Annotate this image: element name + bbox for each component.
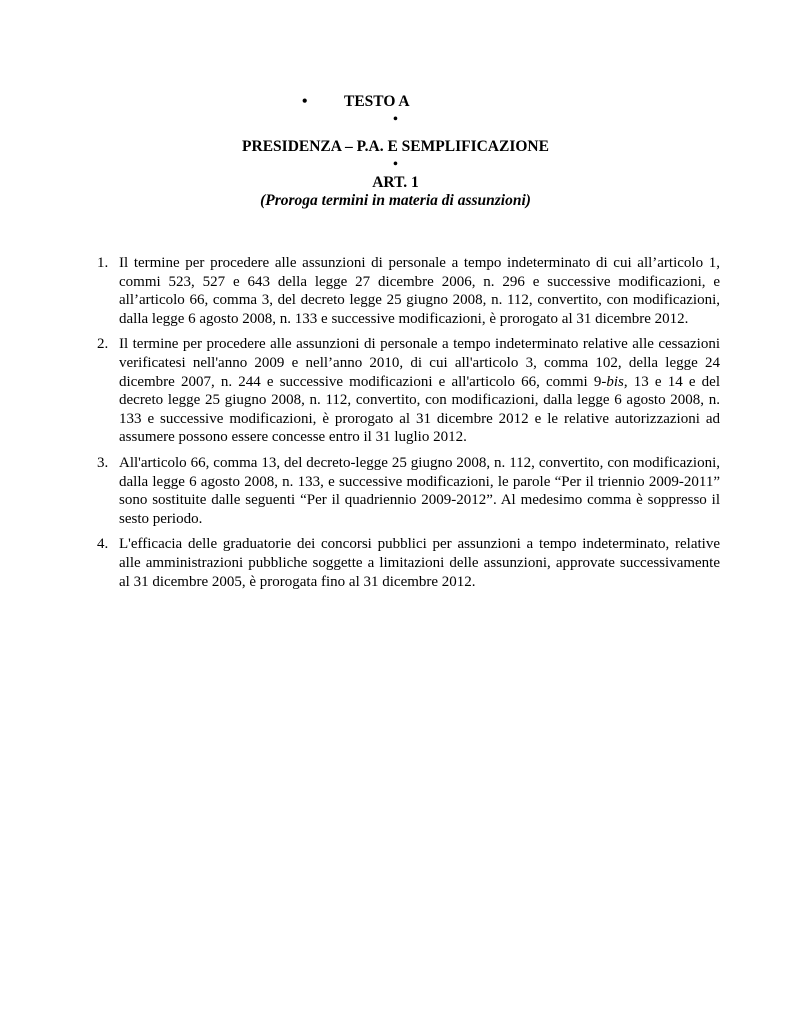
paragraph-text: All'articolo 66, comma 13, del decreto-legge 25 giugno 2008, n. 112, convertito, con modificazioni, dalla legge 6 agosto 2008, n. 133, e successive modificazioni, le parole “Per il triennio 2009-2011” sono sostituite dalle seguenti “Per il quadriennio 2009-2012”. Al medesimo comma è soppresso il sesto periodo. xyxy=(119,454,720,527)
paragraph-number: 3. xyxy=(97,454,109,471)
article-title: ART. 1 xyxy=(372,174,419,191)
bullet-glyph: • xyxy=(302,93,308,110)
paragraph-item xyxy=(97,454,720,528)
paragraph-text-part: , 13 e 14 e del decreto legge 25 giugno 2008, n. 112, convertito, con modificazioni, dalla legge 6 agosto 2008, n. 133 e successive modificazioni, è prorogato al 31 dicembre 2012 e le relative autorizzazioni ad assumere possono essere concesse entro il 31 luglio 2012. xyxy=(119,373,720,446)
paragraph-text: Il termine per procedere alle assunzioni di personale a tempo indeterminato di cui all’articolo 1, commi 523, 527 e 643 della legge 27 dicembre 2006, n. 296 e successive modificazioni, e all’articolo 66, comma 3, del decreto legge 25 giugno 2008, n. 112, convertito, con modificazioni, dalla legge 6 agosto 2008, n. 133 e successive modificazioni, è prorogato al 31 dicembre 2012. xyxy=(119,255,720,327)
bullet-separator-1: • xyxy=(392,111,399,128)
paragraph-item xyxy=(97,335,720,447)
article-paragraphs xyxy=(97,254,720,598)
article-subtitle: (Proroga termini in materia di assunzioni) xyxy=(260,192,531,209)
bullet-separator-2: • xyxy=(392,156,399,173)
section-title: PRESIDENZA – P.A. E SEMPLIFICAZIONE xyxy=(242,138,549,155)
testo-label: TESTO A xyxy=(344,93,410,110)
paragraph-text xyxy=(119,336,720,445)
paragraph-number: 2. xyxy=(97,336,109,353)
testo-heading xyxy=(302,93,410,111)
paragraph-number: 4. xyxy=(97,536,109,553)
paragraph-item xyxy=(97,254,720,328)
paragraph-item xyxy=(97,535,720,591)
paragraph-number: 1. xyxy=(97,255,109,271)
paragraph-text: L'efficacia delle graduatorie dei concorsi pubblici per assunzioni a tempo indeterminato, relative alle amministrazioni pubbliche soggette a limitazioni delle assunzioni, approvate successivamente al 31 dicembre 2005, è prorogata fino al 31 dicembre 2012. xyxy=(119,536,720,590)
paragraph-text-part: Il termine per procedere alle assunzioni di personale a tempo indeterminato relative alle cessazioni verificatesi nell'anno 2009 e nell’anno 2010, di cui all'articolo 3, comma 102, della legge 24 dicembre 2007, n. 244 e successive modificazioni e all'articolo 66, commi 9- xyxy=(119,336,720,390)
paragraph-text-italic: bis xyxy=(606,373,624,390)
